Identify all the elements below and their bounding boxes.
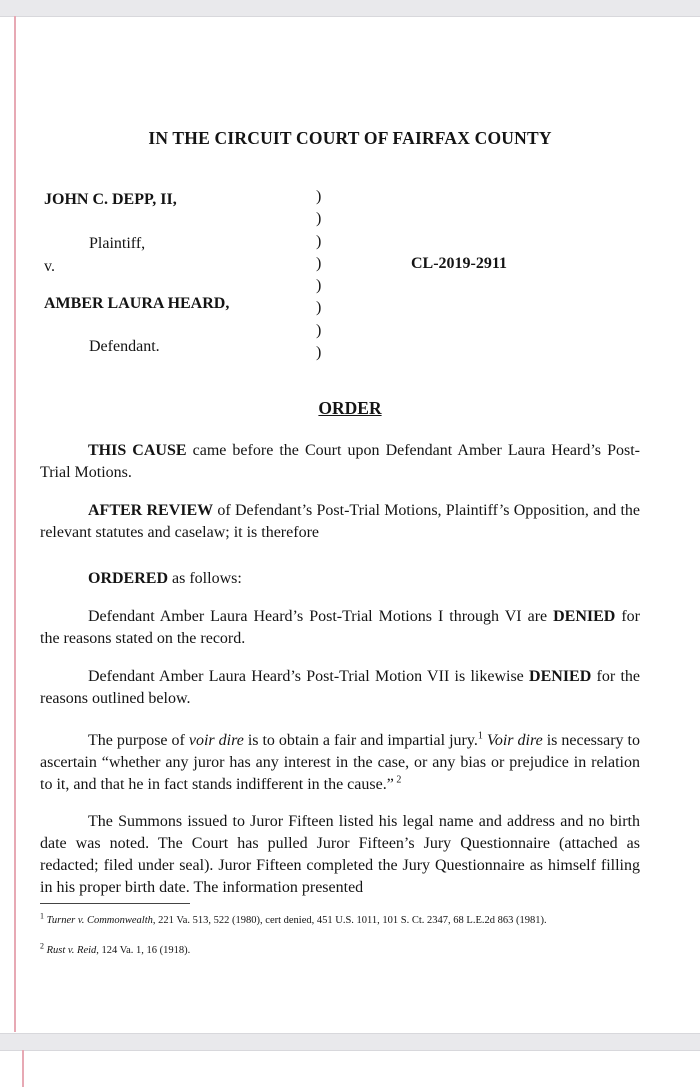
order-title: ORDER xyxy=(318,398,382,418)
versus-label: v. xyxy=(44,258,55,275)
footnote-divider xyxy=(40,903,190,904)
footnote-1 xyxy=(40,911,640,929)
footnote-ref-1: 1 xyxy=(477,730,483,742)
denied-label: DENIED xyxy=(529,668,592,685)
footnote-text: , 221 Va. 513, 522 (1980), cert denied, 451 U.S. 1011, 101 S. Ct. 2347, 68 L.E.2d 863 (1981). xyxy=(152,915,547,926)
footnote-text: , 124 Va. 1, 16 (1918). xyxy=(96,945,191,956)
footnote-mark: 1 xyxy=(40,911,44,921)
paragraph-lead: AFTER REVIEW xyxy=(88,502,214,519)
paragraph-text: Defendant Amber Laura Heard’s Post-Trial Motion VII is likewise xyxy=(88,668,530,685)
paragraph-text: is to obtain a fair and impartial jury. xyxy=(243,732,478,749)
next-page-margin-line xyxy=(22,1050,24,1087)
next-page-edge xyxy=(0,1050,700,1091)
paragraph-text: Defendant Amber Laura Heard’s Post-Trial Motions I through VI are xyxy=(88,608,554,625)
defendant-name: AMBER LAURA HEARD, xyxy=(44,295,230,312)
paragraph-text: of Defendant’s Post-Trial Motions, Plaintiff’s Opposition, and the relevant statutes and caselaw; it is therefore xyxy=(40,502,641,541)
italic-term: Voir dire xyxy=(486,732,543,749)
paragraph-text: for the reasons outlined below. xyxy=(40,668,641,707)
footnote-case-name: Rust v. Reid xyxy=(46,945,97,956)
denied-label: DENIED xyxy=(553,608,616,625)
italic-term: voir dire xyxy=(188,732,244,749)
paragraph-ordered xyxy=(40,568,640,590)
paragraph-text: The purpose of xyxy=(88,732,189,749)
margin-line xyxy=(14,16,16,1032)
paragraph-text: for the reasons stated on the record. xyxy=(40,608,641,647)
paragraph-motions-i-vi xyxy=(40,606,640,650)
paragraph-text: as follows: xyxy=(168,570,242,587)
footnote-mark: 2 xyxy=(40,941,44,951)
court-heading: IN THE CIRCUIT COURT OF FAIRFAX COUNTY xyxy=(148,128,552,148)
footnote-case-name: Turner v. Commonwealth xyxy=(46,915,153,926)
paragraph-motion-vii xyxy=(40,666,640,710)
paragraph-lead: THIS CAUSE xyxy=(88,442,187,459)
paragraph-text: came before the Court upon Defendant Amber Laura Heard’s Post-Trial Motions. xyxy=(40,442,640,481)
plaintiff-role: Plaintiff, xyxy=(89,235,146,252)
footnote-2 xyxy=(40,941,640,959)
paragraph-lead: ORDERED xyxy=(88,570,169,587)
paragraph-after-review xyxy=(40,500,640,544)
caption-parentheses: ) ) ) ) ) ) ) ) xyxy=(316,188,322,362)
paragraph-this-cause xyxy=(40,440,640,484)
paragraph-text: is necessary to ascertain “whether any juror has any interest in the case, or any bias or prejudice in relation to it, and that he in fact stands indifferent in the cause.” xyxy=(40,732,640,793)
case-number: CL-2019-2911 xyxy=(411,255,507,272)
paragraph-voir-dire xyxy=(40,730,640,796)
plaintiff-name: JOHN C. DEPP, II, xyxy=(44,191,177,208)
footnote-ref-2: 2 xyxy=(393,774,402,786)
paragraph-summons: The Summons issued to Juror Fifteen listed his legal name and address and no birth date was noted. The Court has pulled Juror Fifteen’s Jury Questionnaire (attached as redacted; filed under seal). Juror Fifteen completed the Jury Questionnaire as himself filling in his proper birth date. The information presented xyxy=(40,813,640,896)
defendant-role: Defendant. xyxy=(89,338,160,355)
